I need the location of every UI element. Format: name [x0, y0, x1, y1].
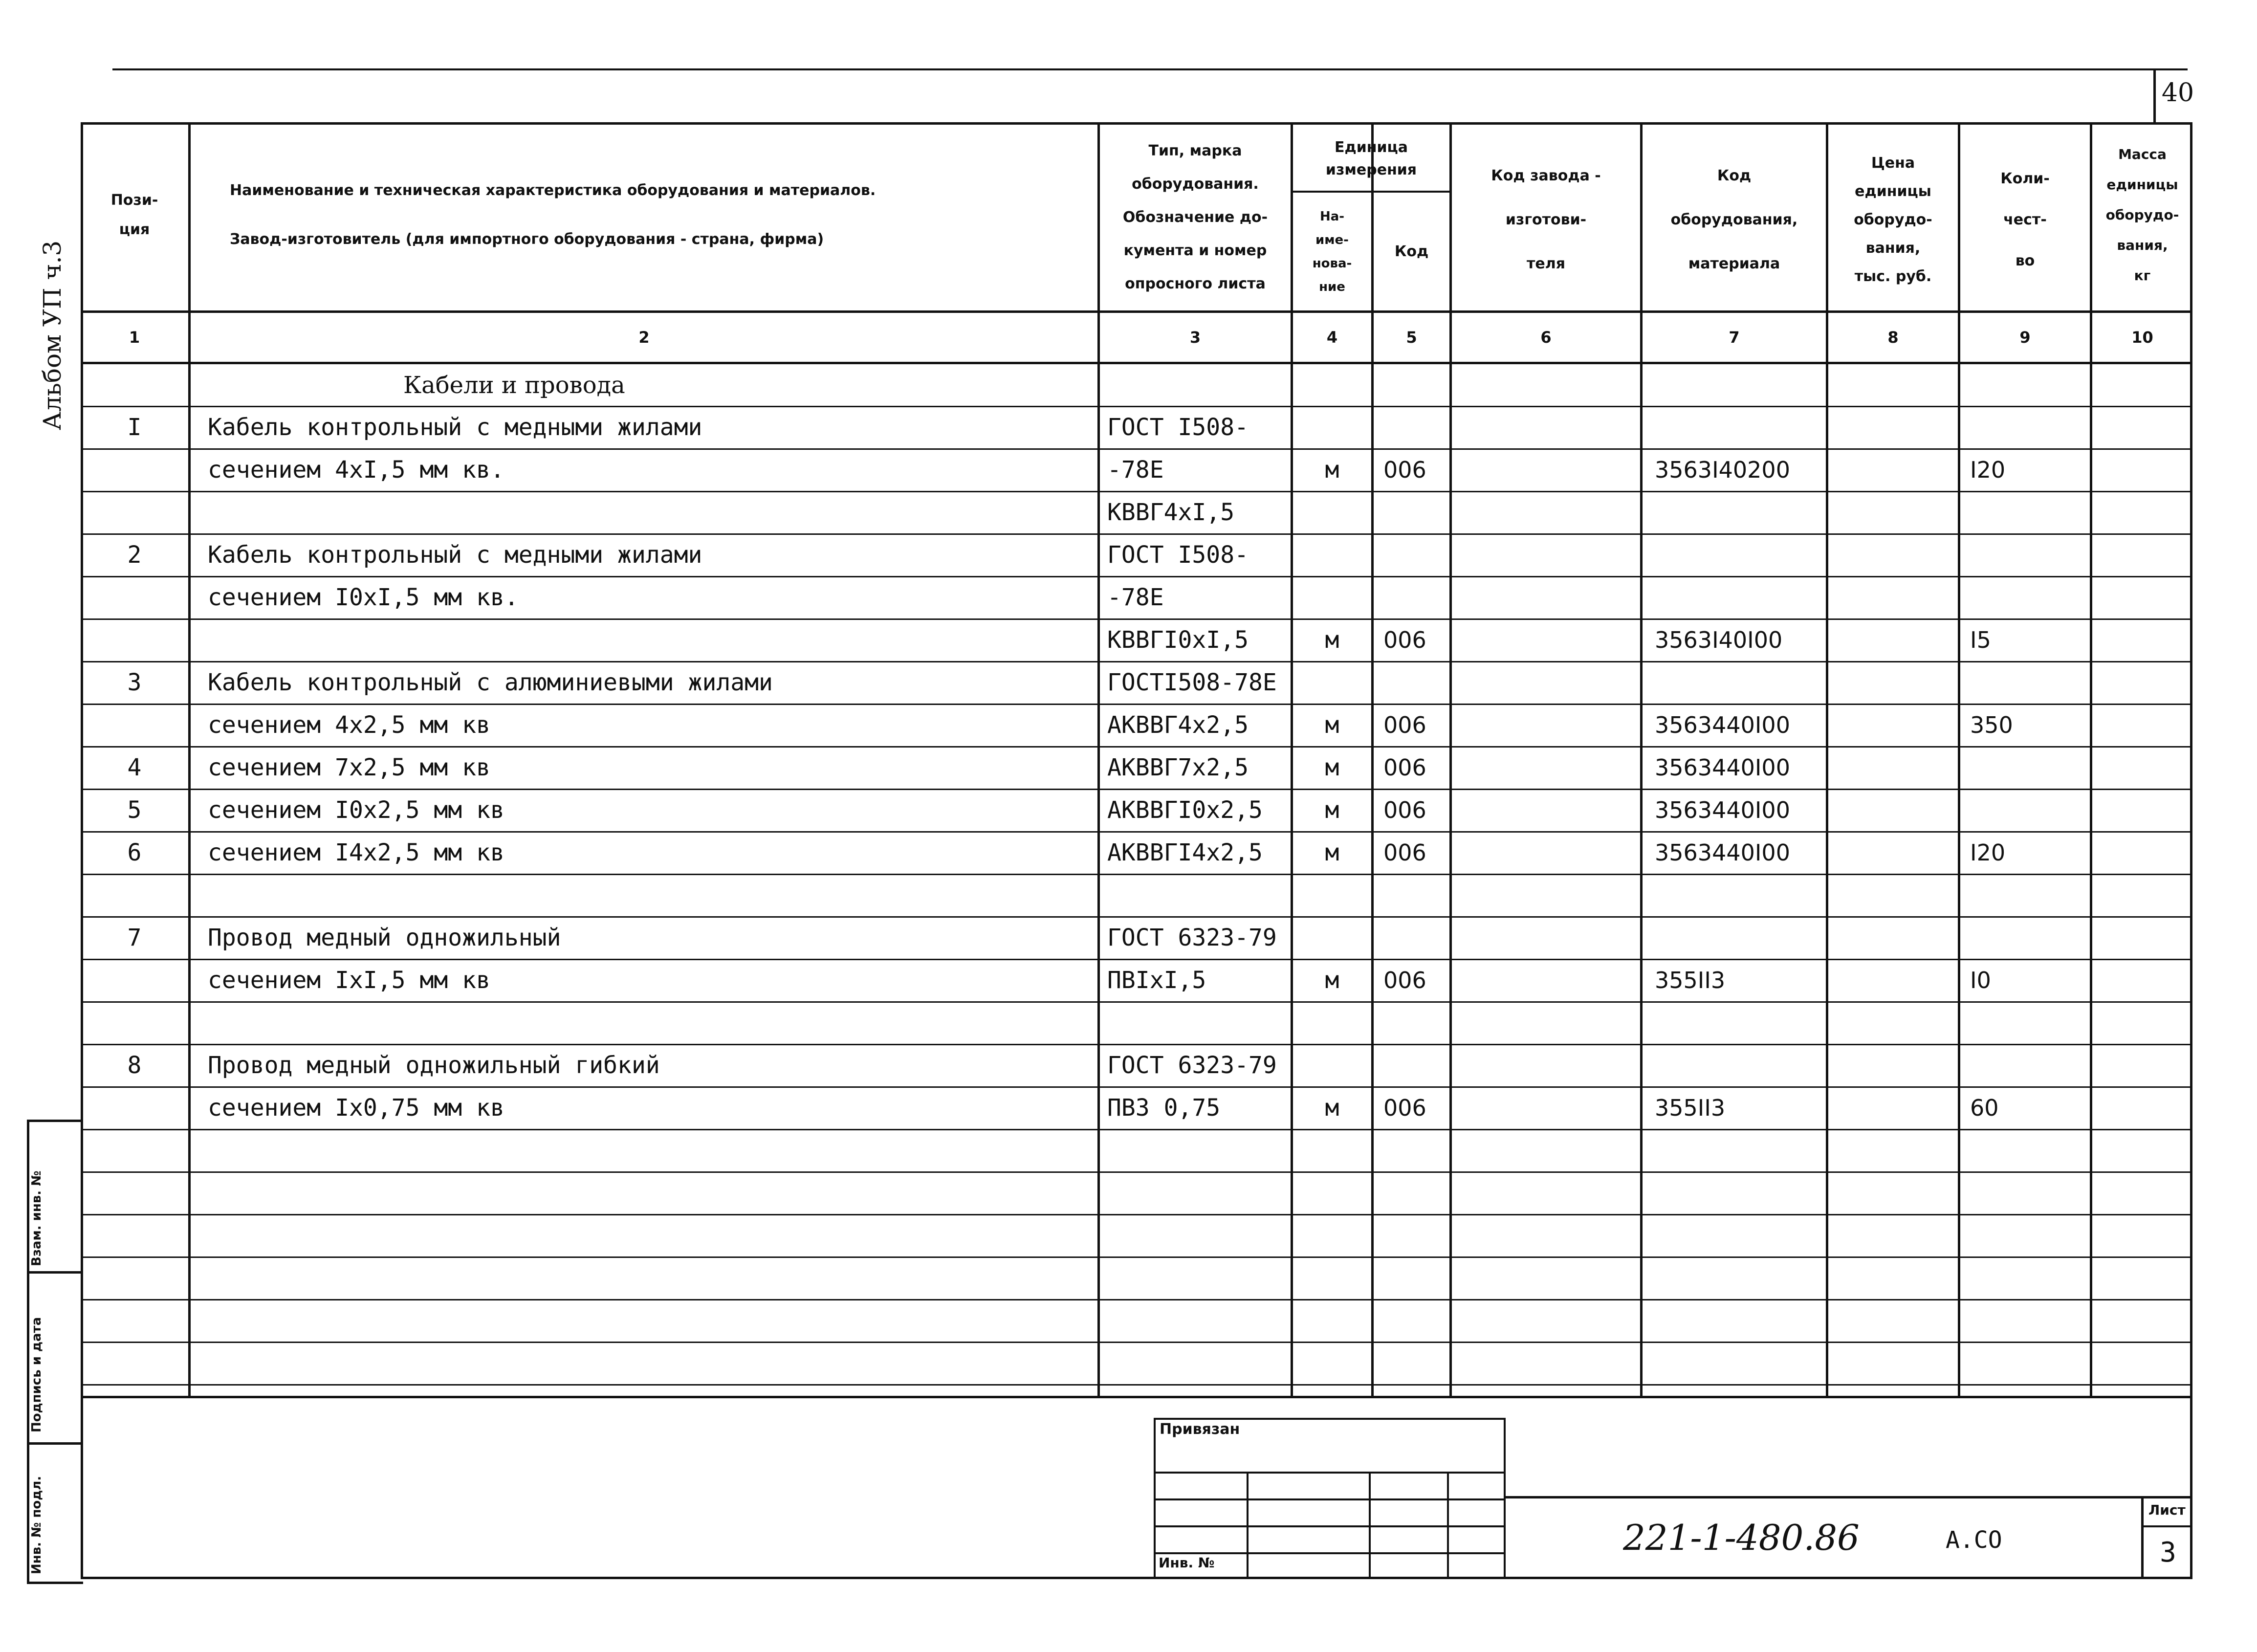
title-block — [1154, 1418, 2192, 1579]
cell-unit: м — [1325, 753, 1339, 781]
cell-pos: 7 — [127, 924, 142, 951]
header-unit-code: Код — [1394, 243, 1429, 260]
cell-qty — [1970, 1044, 2087, 1086]
cell-code — [1383, 533, 1449, 576]
cell-name: Кабель контрольный с алюминиевыми жилами — [208, 668, 773, 696]
cell-mat — [1655, 491, 1823, 533]
cell-type: КВВГI0хI,5 — [1107, 626, 1249, 654]
cell-type — [1107, 874, 1288, 916]
cell-name: сечением Iх0,75 мм кв — [208, 1094, 504, 1122]
cell-unit — [1293, 874, 1371, 916]
cell-pos — [81, 448, 188, 491]
cell-pos — [81, 874, 188, 916]
cell-mat — [1655, 1001, 1823, 1044]
cell-name: Кабель контрольный с медными жилами — [208, 413, 702, 441]
header-name: Наименование и техническая характеристика оборудования и материалов. Завод-изготовитель (для импортного оборудования - страна, фирма) — [230, 182, 876, 248]
cell-code: 006 — [1383, 839, 1426, 866]
header-mass: Масса единицы оборудо- вания, кг — [2105, 146, 2179, 284]
cell-unit: м — [1325, 838, 1339, 866]
cell-pos: 8 — [127, 1051, 142, 1079]
cell-name: сечением I0хI,5 мм кв. — [208, 583, 519, 611]
cell-mat — [1655, 1044, 1823, 1086]
header-unit-group: Единица измерения — [1325, 139, 1417, 178]
cell-unit: м — [1325, 796, 1339, 824]
cell-code — [1383, 491, 1449, 533]
cell-unit: м — [1325, 1094, 1339, 1122]
cell-code — [1383, 406, 1449, 448]
cell-qty — [1970, 1001, 2087, 1044]
cell-mat — [1655, 661, 1823, 704]
cell-mat — [1655, 533, 1823, 576]
col-num-10: 10 — [2131, 328, 2153, 347]
cell-mat: 355II3 — [1655, 1094, 1726, 1121]
cell-name: сечением I4х2,5 мм кв — [208, 838, 504, 866]
cell-name: Провод медный одножильный гибкий — [208, 1051, 660, 1079]
cell-unit — [1293, 1044, 1371, 1086]
cell-mat: 3563440I00 — [1655, 754, 1790, 781]
cell-code — [1383, 661, 1449, 704]
col-num-4: 4 — [1326, 328, 1338, 347]
cell-code: 006 — [1383, 626, 1426, 653]
cell-pos — [81, 618, 188, 661]
cell-name: сечением 4х2,5 мм кв — [208, 711, 490, 739]
cell-type — [1107, 1001, 1288, 1044]
cell-mat — [1655, 916, 1823, 959]
cell-type: КВВГ4хI,5 — [1107, 498, 1235, 526]
cell-unit — [1293, 406, 1371, 448]
cell-qty: 60 — [1970, 1094, 1999, 1121]
cell-type: ПВ3 0,75 — [1107, 1094, 1221, 1122]
cell-pos: 5 — [127, 796, 142, 824]
cell-unit — [1293, 916, 1371, 959]
col-num-8: 8 — [1887, 328, 1899, 347]
cell-pos: 2 — [127, 541, 142, 569]
specification-table — [81, 122, 2192, 1398]
row-divider — [81, 1342, 2192, 1343]
cell-name — [208, 618, 1088, 661]
cell-code: 006 — [1383, 1094, 1426, 1121]
cell-unit: м — [1325, 711, 1339, 739]
cell-mat: 3563440I00 — [1655, 839, 1790, 866]
cell-unit — [1293, 533, 1371, 576]
cell-name: сечением I0х2,5 мм кв — [208, 796, 504, 824]
cell-mat — [1655, 874, 1823, 916]
cell-pos — [81, 491, 188, 533]
doc-number: 221-1-480.86 — [1623, 1517, 1860, 1558]
stamp-label-podpis: Подпись и дата — [29, 1317, 44, 1432]
cell-qty — [1970, 661, 2087, 704]
cell-type: ГОСТ I508- — [1107, 413, 1249, 441]
cell-name — [208, 874, 1088, 916]
cell-code: 006 — [1383, 796, 1426, 823]
cell-qty — [1970, 916, 2087, 959]
cell-code — [1383, 916, 1449, 959]
cell-unit — [1293, 661, 1371, 704]
cell-unit — [1293, 576, 1371, 618]
cell-qty — [1970, 491, 2087, 533]
cell-pos — [81, 576, 188, 618]
header-unit-name: На- име- нова- ние — [1312, 209, 1352, 294]
row-divider — [81, 1384, 2192, 1386]
row-divider — [81, 1299, 2192, 1300]
cell-code: 006 — [1383, 754, 1426, 781]
col-num-5: 5 — [1406, 328, 1417, 347]
cell-name: Провод медный одножильный — [208, 924, 561, 951]
cell-qty — [1970, 533, 2087, 576]
header-factory-code: Код завода - изготови- теля — [1491, 167, 1601, 272]
corner-number-box — [2153, 68, 2200, 122]
album-label: Альбом УП ч.3 — [38, 240, 66, 430]
cell-qty: I20 — [1970, 839, 2006, 866]
row-divider — [81, 1129, 2192, 1130]
cell-type: ПВIхI,5 — [1107, 966, 1206, 994]
cell-pos — [81, 1001, 188, 1044]
cell-pos: 6 — [127, 838, 142, 866]
row-divider — [81, 1214, 2192, 1215]
cell-type: ГОСТ 6323-79 — [1107, 1051, 1277, 1079]
cell-pos — [81, 1086, 188, 1129]
sheet-label: Лист — [2148, 1502, 2186, 1518]
cell-mat: 3563440I00 — [1655, 711, 1790, 738]
cell-type: -78Е — [1107, 456, 1164, 484]
cell-pos — [81, 959, 188, 1001]
cell-name — [208, 491, 1088, 533]
col-num-2: 2 — [638, 328, 650, 347]
cell-type: АКВВГ7х2,5 — [1107, 753, 1249, 781]
cell-type: АКВВГ4х2,5 — [1107, 711, 1249, 739]
col-num-9: 9 — [2019, 328, 2031, 347]
cell-code — [1383, 1044, 1449, 1086]
cell-qty — [1970, 874, 2087, 916]
cell-code — [1383, 576, 1449, 618]
cell-qty: I5 — [1970, 626, 1991, 653]
corner-number: 40 — [2161, 78, 2194, 108]
cell-code: 006 — [1383, 711, 1426, 738]
col-num-3: 3 — [1189, 328, 1201, 347]
header-price: Цена единицы оборудо- вания, тыс. руб. — [1854, 154, 1932, 285]
cell-pos — [81, 704, 188, 746]
cell-name: сечением 4хI,5 мм кв. — [208, 456, 504, 484]
cell-qty — [1970, 789, 2087, 831]
cell-mat — [1655, 576, 1823, 618]
cell-qty: 350 — [1970, 711, 2013, 738]
cell-qty — [1970, 406, 2087, 448]
stamp-label-inv: Инв. № подл. — [29, 1476, 44, 1574]
cell-type: АКВВГI0х2,5 — [1107, 796, 1263, 824]
cell-pos: 4 — [127, 753, 142, 781]
cell-qty — [1970, 576, 2087, 618]
cell-type: АКВВГI4х2,5 — [1107, 838, 1263, 866]
cell-type: -78Е — [1107, 583, 1164, 611]
header-material-code: Код оборудования, материала — [1670, 167, 1798, 272]
cell-mat: 3563I40200 — [1655, 456, 1790, 483]
cell-mat — [1655, 406, 1823, 448]
cell-code: 006 — [1383, 967, 1426, 993]
row-divider — [81, 1256, 2192, 1258]
cell-code — [1383, 874, 1449, 916]
cell-mat: 355II3 — [1655, 967, 1726, 993]
cell-pos: 3 — [127, 668, 142, 696]
inv-no-label: Инв. № — [1159, 1555, 1215, 1571]
cell-name — [208, 1001, 1088, 1044]
cell-type: ГОСТI508-78Е — [1107, 668, 1277, 696]
stamp-label-vzam: Взам. инв. № — [29, 1170, 44, 1266]
col-num-6: 6 — [1540, 328, 1552, 347]
cell-name: Кабель контрольный с медными жилами — [208, 541, 702, 569]
cell-name: сечением IхI,5 мм кв — [208, 966, 490, 994]
header-position: Пози- ция — [110, 192, 158, 238]
cell-qty: I0 — [1970, 967, 1991, 993]
cell-code: 006 — [1383, 456, 1426, 483]
sheet-number: 3 — [2160, 1536, 2176, 1568]
header-type: Тип, марка оборудования. Обозначение до- кумента и номер опросного листа — [1122, 142, 1268, 292]
cell-code — [1383, 1001, 1449, 1044]
cell-qty: I20 — [1970, 456, 2006, 483]
col-num-1: 1 — [129, 328, 140, 347]
cell-unit: м — [1325, 626, 1339, 654]
cell-mat: 3563I40I00 — [1655, 626, 1783, 653]
row-divider — [81, 1171, 2192, 1173]
header-quantity: Коли- чест- во — [2000, 170, 2050, 269]
top-rule — [112, 68, 2188, 70]
cell-unit: м — [1325, 966, 1339, 994]
cell-unit — [1293, 491, 1371, 533]
cell-unit — [1293, 1001, 1371, 1044]
col-num-7: 7 — [1729, 328, 1740, 347]
cell-name: сечением 7х2,5 мм кв — [208, 753, 490, 781]
doc-code: А.СО — [1946, 1526, 2002, 1554]
privyazan-label: Привязан — [1160, 1421, 1240, 1438]
cell-qty — [1970, 746, 2087, 789]
cell-type: ГОСТ I508- — [1107, 541, 1249, 569]
cell-mat: 3563440I00 — [1655, 796, 1790, 823]
section-title: Кабели и провода — [403, 371, 625, 399]
cell-unit: м — [1325, 456, 1339, 484]
cell-type: ГОСТ 6323-79 — [1107, 924, 1277, 951]
cell-pos: I — [127, 413, 142, 441]
